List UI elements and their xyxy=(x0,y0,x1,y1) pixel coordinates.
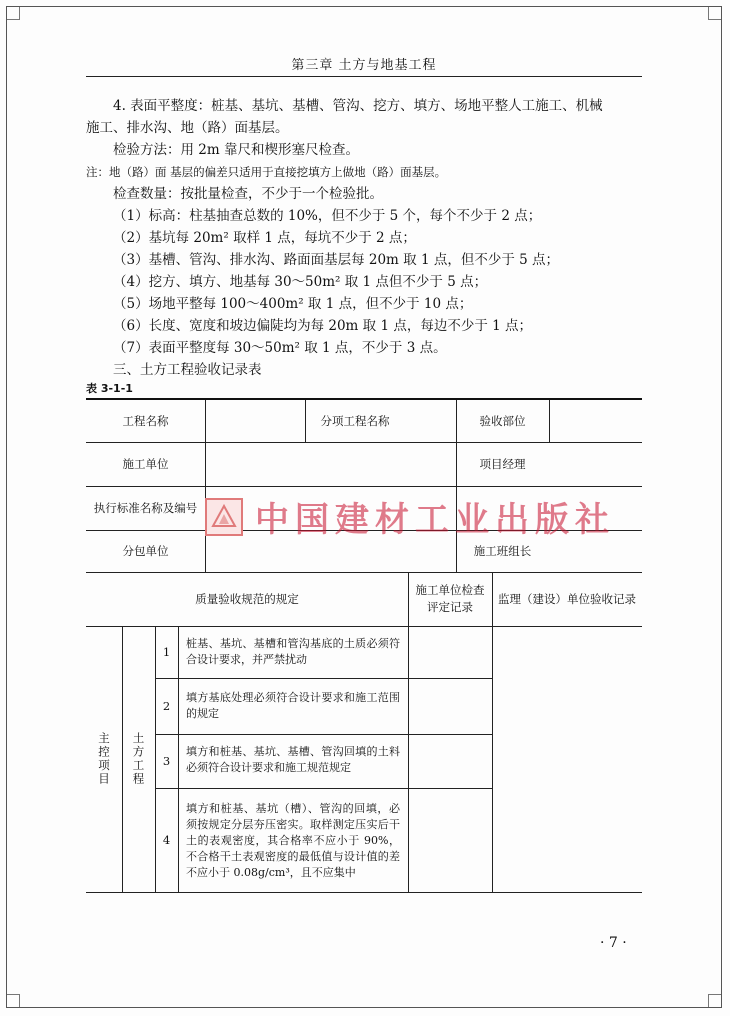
project-name-label: 工程名称 xyxy=(122,414,169,428)
earthwork-label: 土方工程 xyxy=(131,732,146,786)
standard-name-label: 执行标准名称及编号 xyxy=(93,501,198,515)
body-line: （1）标高：柱基抽查总数的 10%，但不少于 5 个，每个不少于 2 点； xyxy=(113,208,542,224)
section-heading: 三、土方工程验收记录表 xyxy=(113,362,262,378)
header-rule xyxy=(86,76,642,77)
body-line: 检查数量：按批量检查，不少于一个检验批。 xyxy=(113,186,383,202)
acceptance-part-label: 验收部位 xyxy=(479,414,526,428)
body-line: （3）基槽、管沟、排水沟、路面面基层每 20m 取 1 点，但不少于 5 点； xyxy=(113,252,559,268)
earthwork-cell xyxy=(122,626,155,892)
body-line: 施工、排水沟、地（路）面基层。 xyxy=(86,120,289,136)
row-text: 填方基底处理必须符合设计要求和施工范围的规定 xyxy=(186,691,400,720)
publisher-watermark xyxy=(205,492,615,541)
main-items-cell xyxy=(86,626,122,892)
subcontractor-label: 分包单位 xyxy=(122,544,169,558)
project-manager-label: 项目经理 xyxy=(479,457,526,471)
row-number: 2 xyxy=(162,699,171,713)
row-number: 3 xyxy=(162,754,171,768)
body-line: 4. 表面平整度：桩基、基坑、基槽、管沟、挖方、填方、场地平整人工施工、机械 xyxy=(113,98,603,114)
main-items-label: 主控项目 xyxy=(97,732,111,786)
running-title: 第三章 土方与地基工程 xyxy=(291,58,437,73)
row-text: 桩基、基坑、基槽和管沟基底的土质必须符合设计要求，并严禁扰动 xyxy=(186,637,400,666)
row-text: 填方和桩基、基坑（槽）、管沟的回填，必须按规定分层夯压密实。取样测定压实后干土的表观密度，其合格率不应小于 90%，不合格干土表观密度的最低值与设计值的差不应小于 0.08g/cm³，且不应集中 xyxy=(186,802,400,879)
row-number: 1 xyxy=(162,645,171,659)
body-line: （7）表面平整度每 30～50m² 取 1 点，不少于 3 点。 xyxy=(113,340,447,356)
watermark-text: 中国建材工业出版社 xyxy=(255,500,615,540)
self-check-header: 施工单位检查评定记录 xyxy=(415,583,485,614)
table-label: 表 3-1-1 xyxy=(86,382,133,395)
body-line: 检验方法：用 2m 靠尺和楔形塞尺检查。 xyxy=(113,142,359,158)
body-line: （6）长度、宽度和坡边偏陡均为每 20m 取 1 点，每边不少于 1 点； xyxy=(113,318,532,334)
supervisor-header: 监理（建设）单位验收记录 xyxy=(498,592,636,606)
spec-header: 质量验收规范的规定 xyxy=(195,592,299,606)
note-line: 注：地（路）面 基层的偏差只适用于直接挖填方上做地（路）面基层。 xyxy=(86,165,447,179)
page-number: · 7 · xyxy=(600,935,627,951)
body-line: （4）挖方、填方、地基每 30～50m² 取 1 点但不少于 5 点； xyxy=(113,274,488,290)
publisher-logo-icon xyxy=(205,498,243,536)
sub-project-name-label: 分项工程名称 xyxy=(320,414,390,428)
row-number: 4 xyxy=(162,833,171,847)
construction-unit-label: 施工单位 xyxy=(122,457,169,471)
row-text: 填方和桩基、基坑、基槽、管沟回填的土料必须符合设计要求和施工规范规定 xyxy=(186,745,400,774)
body-text xyxy=(86,95,642,381)
body-line: （2）基坑每 20m² 取样 1 点，每坑不少于 2 点； xyxy=(113,230,416,246)
body-line: （5）场地平整每 100～400m² 取 1 点，但不少于 10 点； xyxy=(113,296,473,312)
team-leader-label: 施工班组长 xyxy=(473,544,532,558)
